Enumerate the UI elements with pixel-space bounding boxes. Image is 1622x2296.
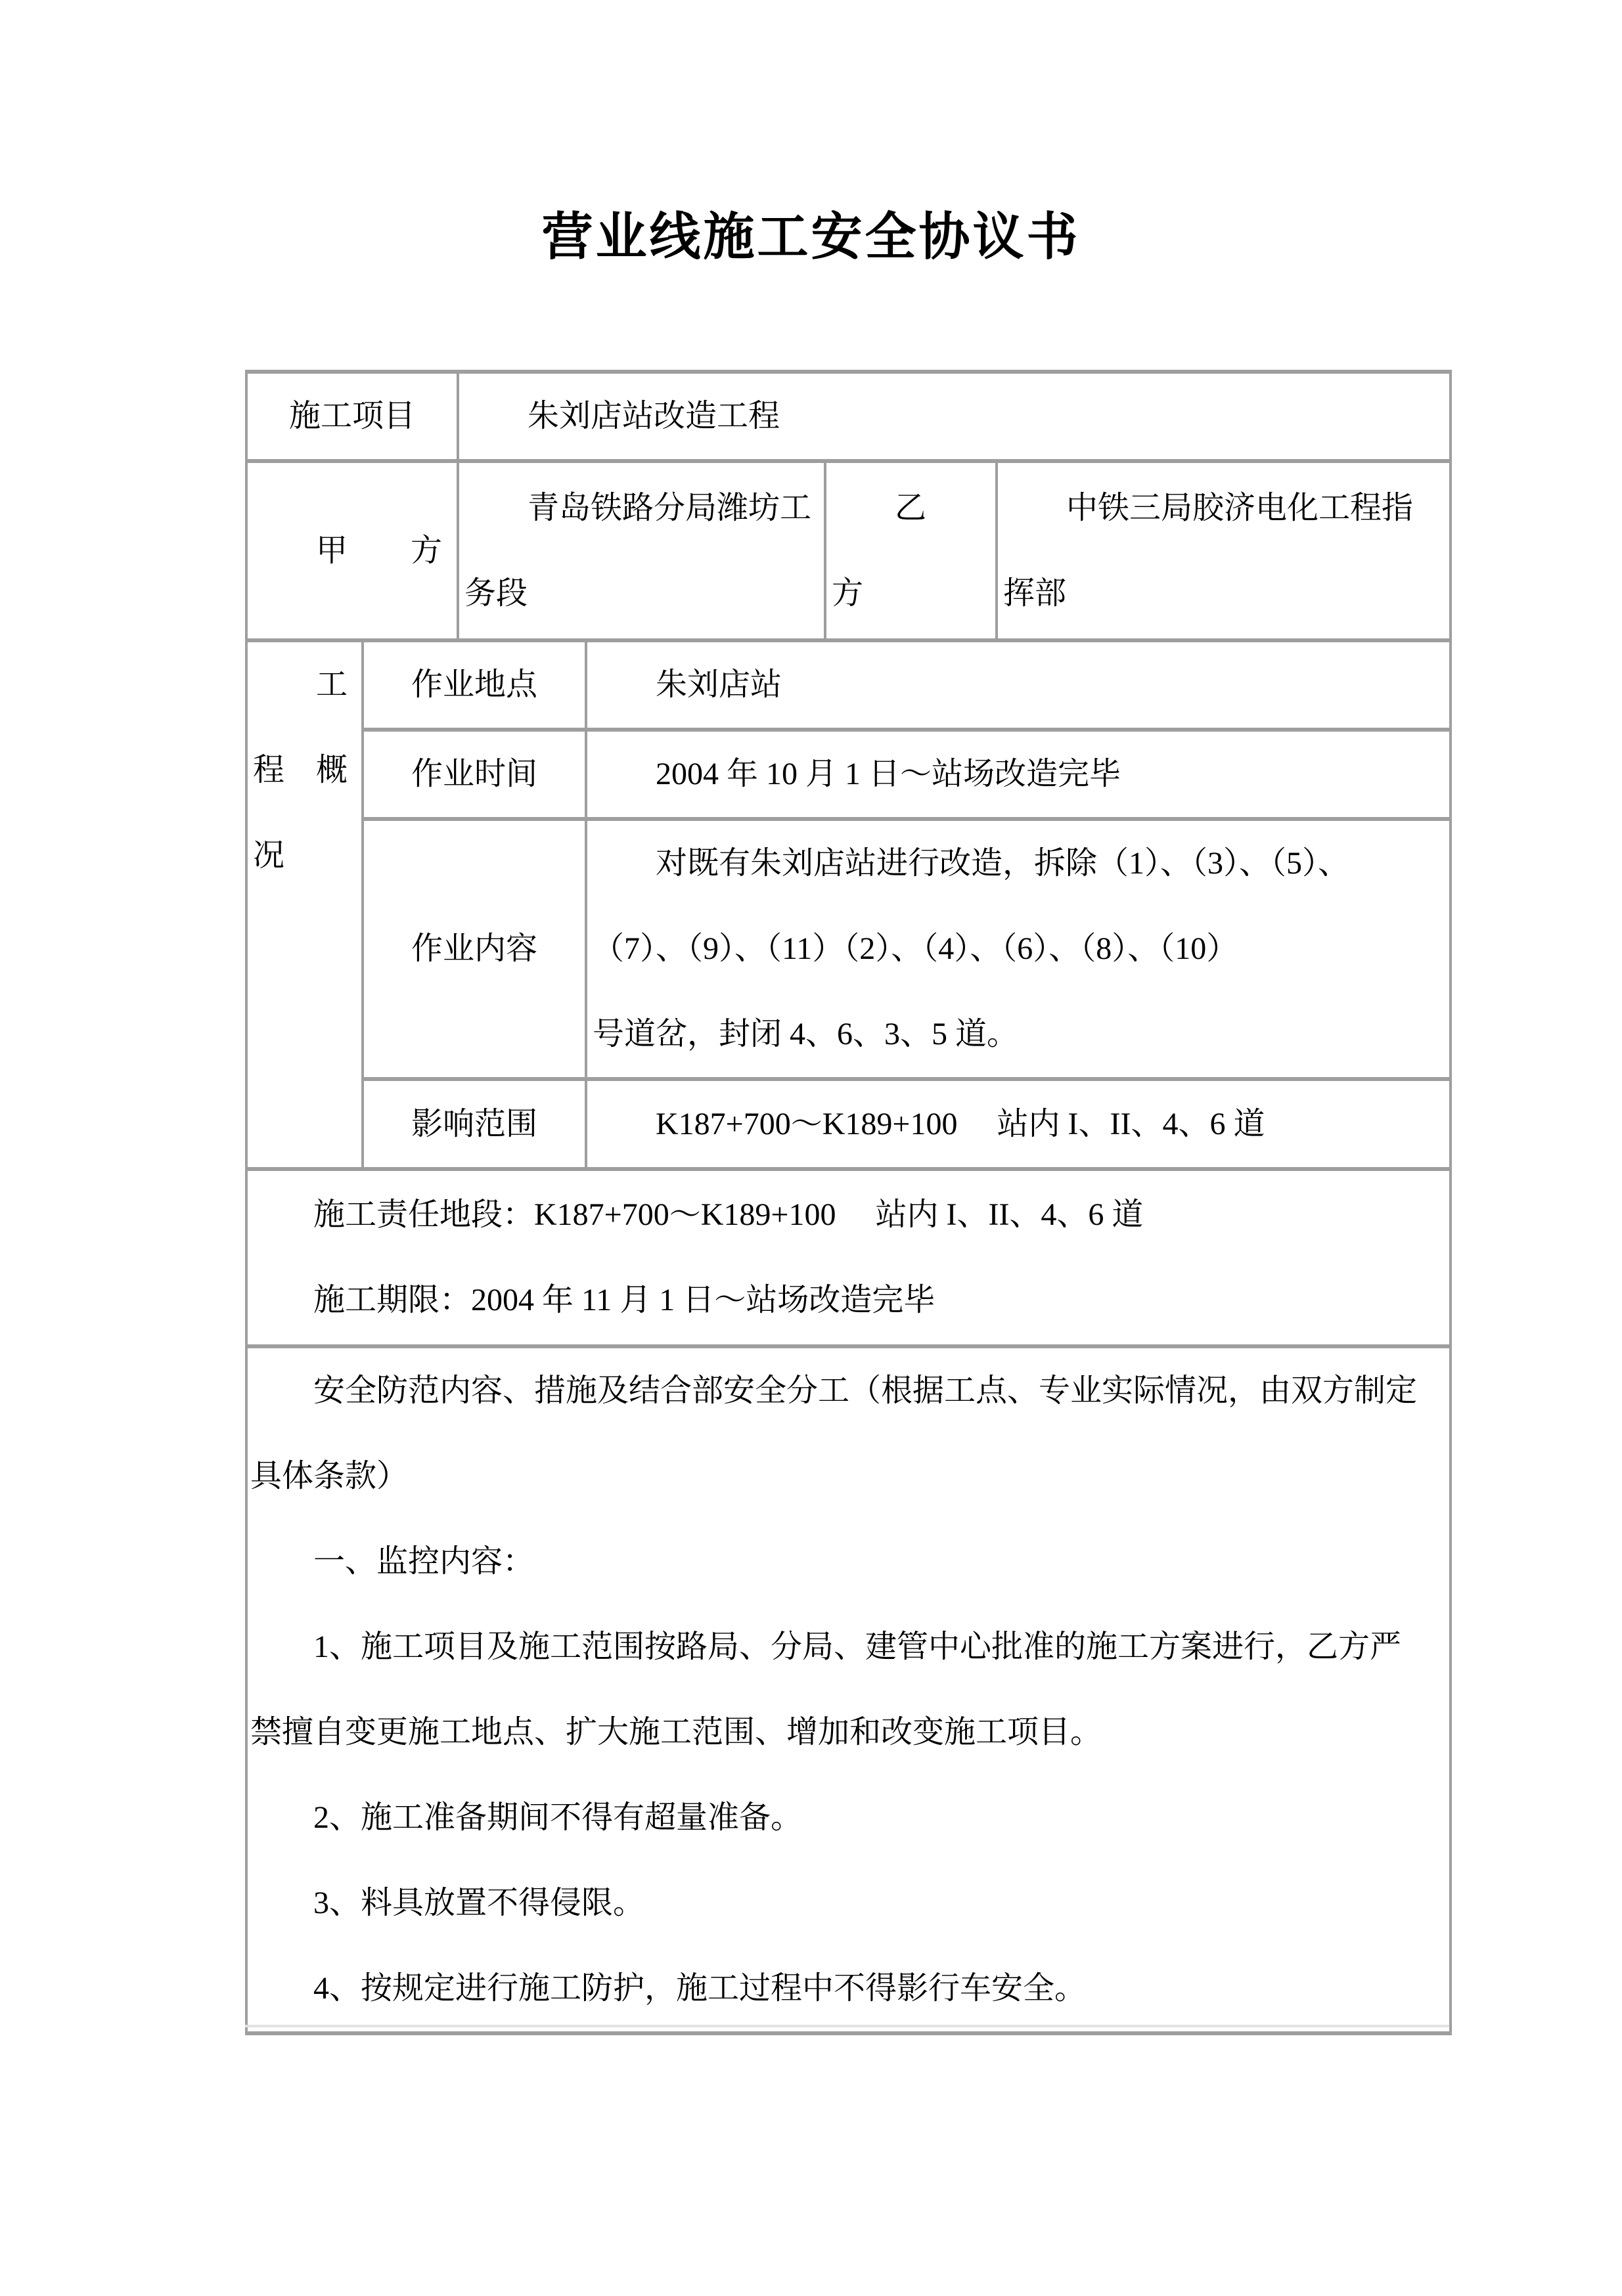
project-overview-label-line1: 工 (316, 667, 348, 702)
work-content-value-line1: 对既有朱刘店站进行改造，拆除（1）、（3）、（5）、 (656, 846, 1350, 881)
row-safety-measures (246, 1346, 1451, 2033)
party-b-value-line2: 挥部 (1003, 575, 1067, 611)
party-a-value-line2: 务段 (464, 575, 528, 611)
project-overview-label-cell (246, 640, 363, 1169)
affected-range-label: 影响范围 (411, 1106, 538, 1141)
agreement-table (245, 370, 1452, 2035)
safety-intro-line1: 安全防范内容、措施及结合部安全分工（根据工点、专业实际情况，由双方制定 (313, 1373, 1418, 1408)
work-site-label: 作业地点 (411, 667, 538, 702)
page-title: 营业线施工安全协议书 (541, 208, 1081, 265)
construction-project-label-cell (246, 372, 458, 461)
party-a-value-line1: 青岛铁路分局潍坊工 (528, 490, 812, 525)
party-a-label-cell (246, 461, 458, 640)
work-content-value-line3: 号道岔，封闭 4、6、3、5 道。 (593, 1017, 1019, 1051)
party-b-value-cell (997, 461, 1451, 640)
row-affected-range (246, 1079, 1451, 1169)
project-overview-label-line3: 况 (253, 838, 285, 873)
affected-range-value: K187+700～K189+100 站内 I、II、4、6 道 (656, 1106, 1265, 1141)
work-content-value-cell (586, 819, 1451, 1079)
work-content-label: 作业内容 (411, 931, 538, 966)
work-content-value-line2: （7）、（9）、（11）（2）、（4）、（6）、（8）、（10） (593, 931, 1238, 966)
party-b-value-line1: 中铁三局胶济电化工程指 (1066, 490, 1414, 525)
party-b-label-line2: 方 (832, 575, 864, 611)
construction-project-value-cell (458, 372, 1451, 461)
safety-section-heading: 一、监控内容： (313, 1544, 535, 1579)
responsibility-cell (246, 1169, 1451, 1346)
work-site-value-cell (586, 640, 1451, 730)
row-work-site (246, 640, 1451, 730)
work-time-label-cell (363, 730, 586, 819)
construction-project-value: 朱刘店站改造工程 (528, 399, 780, 433)
row-work-time (246, 730, 1451, 819)
work-site-value: 朱刘店站 (656, 667, 782, 702)
party-b-label-line1: 乙 (895, 490, 927, 525)
work-time-value-cell (586, 730, 1451, 819)
safety-intro-line2: 具体条款） (250, 1459, 409, 1493)
work-time-label: 作业时间 (411, 757, 538, 791)
affected-range-label-cell (363, 1079, 586, 1169)
safety-item3: 3、料具放置不得侵限。 (313, 1886, 645, 1920)
work-time-value: 2004 年 10 月 1 日～站场改造完毕 (656, 757, 1121, 791)
safety-item4: 4、按规定进行施工防护，施工过程中不得影行车安全。 (313, 1971, 1087, 2006)
row-work-content (246, 819, 1451, 1079)
work-content-label-cell (363, 819, 586, 1079)
safety-item1-line1: 1、施工项目及施工范围按路局、分局、建管中心批准的施工方案进行，乙方严 (313, 1629, 1402, 1664)
row-parties (246, 461, 1451, 640)
safety-measures-cell (246, 1346, 1451, 2033)
safety-item2: 2、施工准备期间不得有超量准备。 (313, 1800, 803, 1835)
safety-item1-line2: 禁擅自变更施工地点、扩大施工范围、增加和改变施工项目。 (250, 1715, 1102, 1750)
party-a-label: 甲 方 (316, 533, 443, 568)
responsibility-section-line: 施工责任地段：K187+700～K189+100 站内 I、II、4、6 道 (313, 1197, 1144, 1232)
affected-range-value-cell (586, 1079, 1451, 1169)
row-responsibility (246, 1169, 1451, 1346)
party-a-value-cell (458, 461, 825, 640)
table-bottom-bevel (245, 2025, 1449, 2027)
construction-project-label: 施工项目 (289, 399, 416, 433)
row-construction-project (246, 372, 1451, 461)
party-b-label-cell (825, 461, 997, 640)
project-overview-label-line2: 程 概 (253, 753, 348, 787)
work-site-label-cell (363, 640, 586, 730)
construction-period-line: 施工期限：2004 年 11 月 1 日～站场改造完毕 (313, 1283, 935, 1317)
